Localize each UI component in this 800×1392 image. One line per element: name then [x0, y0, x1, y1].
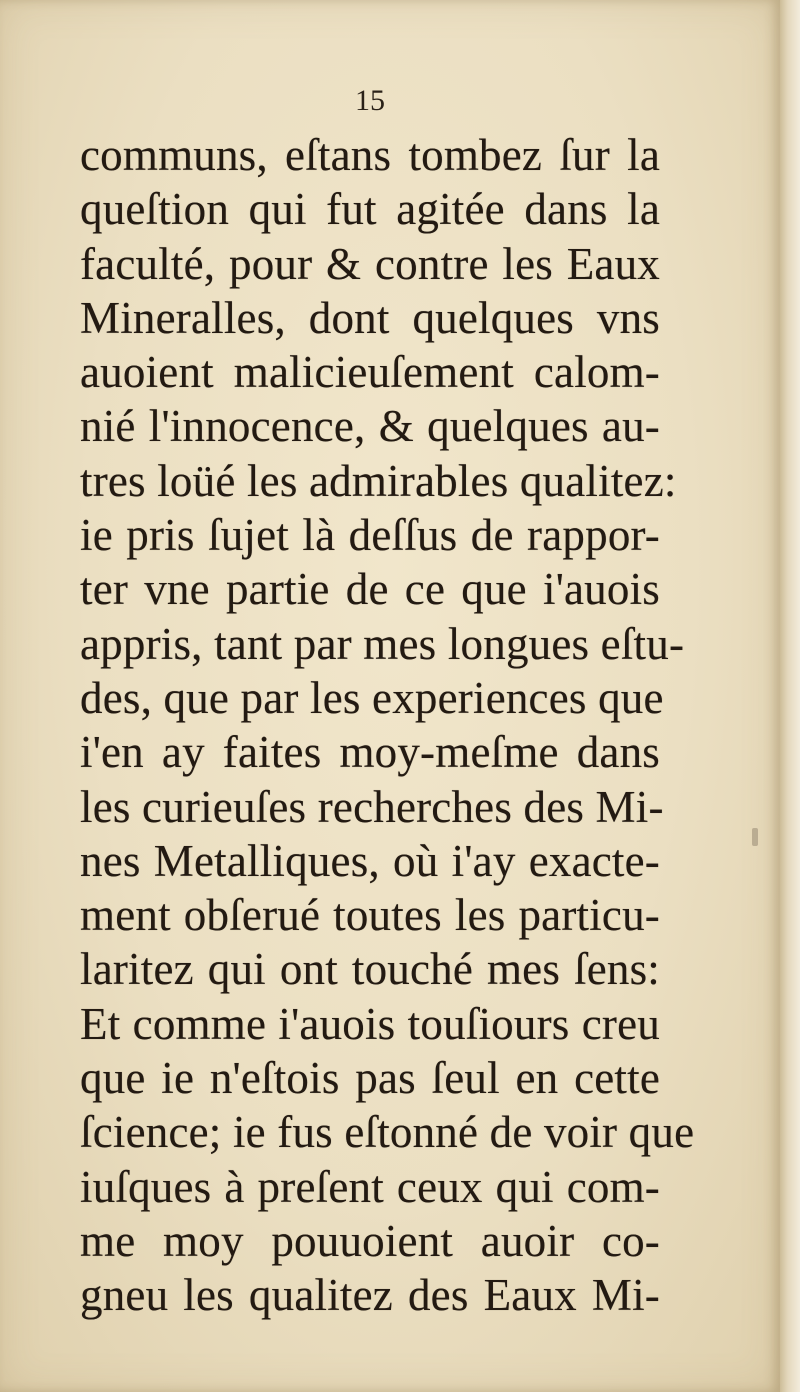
- text-line: que ie n'eſtois pas ſeul en cette: [80, 1053, 660, 1104]
- text-line: iuſques à preſent ceux qui com-: [80, 1161, 660, 1212]
- text-line: queſtion qui fut agitée dans la: [80, 184, 660, 235]
- text-line: Mineralles, dont quelques vns: [80, 292, 660, 343]
- text-line: Et comme i'auois touſiours creu: [80, 998, 660, 1049]
- text-line: i'en ay faites moy-meſme dans: [80, 727, 660, 778]
- text-line: nes Metalliques, où i'ay exacte-: [80, 835, 660, 886]
- text-line: auoient malicieuſement calom-: [80, 347, 660, 398]
- text-line: ſcience; ie fus eſtonné de voir que: [80, 1107, 695, 1158]
- text-line: laritez qui ont touché mes ſens:: [80, 944, 660, 995]
- text-line: les curieuſes recherches des Mi-: [80, 781, 664, 832]
- text-line: ment obſerué toutes les particu-: [80, 890, 660, 941]
- text-line: ie pris ſujet là deſſus de rappor-: [80, 510, 660, 561]
- text-line: me moy pouuoient auoir co-: [80, 1215, 660, 1266]
- text-line: faculté, pour & contre les Eaux: [80, 238, 660, 289]
- text-line: communs, eſtans tombez ſur la: [80, 130, 660, 180]
- text-line: appris, tant par mes longues eſtu-: [80, 618, 685, 669]
- text-line: ter vne partie de ce que i'auois: [80, 564, 660, 615]
- text-line: gneu les qualitez des Eaux Mi-: [80, 1270, 660, 1321]
- page-edge: [780, 0, 800, 1392]
- text-line: tres loüé les admirables qualitez:: [80, 455, 677, 506]
- text-line: des, que par les experiences que: [80, 672, 664, 723]
- page-number: 15: [355, 84, 385, 117]
- ink-mark: [752, 828, 758, 846]
- text-line: nié l'innocence, & quelques au-: [80, 401, 660, 452]
- page-text: [80, 128, 695, 1323]
